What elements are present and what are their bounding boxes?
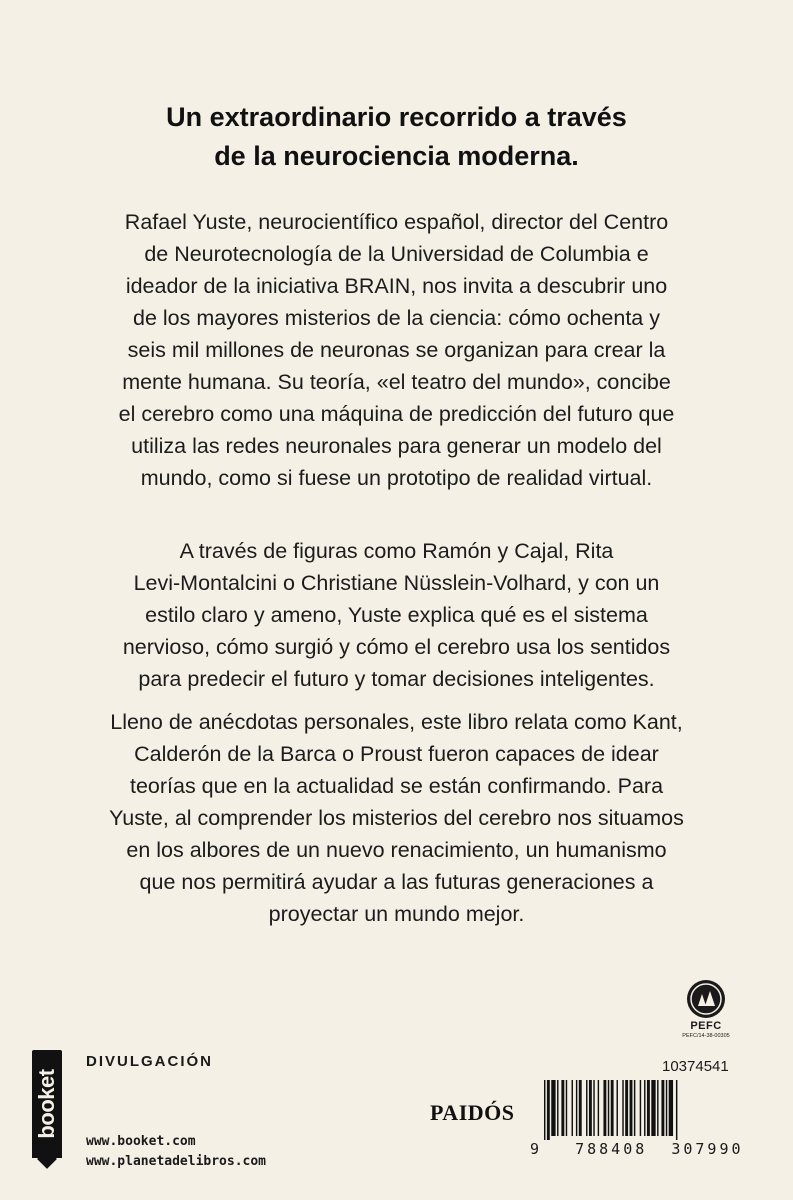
barcode-bar — [622, 1080, 623, 1136]
pefc-code: PEFC/14-38-00305 — [682, 1033, 730, 1039]
isbn-digits — [530, 1140, 744, 1158]
barcode-bar — [547, 1080, 550, 1140]
text-line: mente humana. Su teoría, «el teatro del mundo», concibe — [122, 370, 671, 394]
barcode-bar — [651, 1080, 655, 1136]
barcode-bar — [608, 1080, 609, 1136]
barcode-bar — [640, 1080, 641, 1136]
text-line: mundo, como si fuese un prototipo de realidad virtual. — [140, 466, 653, 490]
barcode-bar — [630, 1080, 633, 1136]
text-line: Yuste, al comprender los misterios del cerebro nos situamos — [109, 806, 684, 830]
headline-line: de la neurociencia moderna. — [214, 141, 579, 171]
pefc-tree-icon — [687, 980, 725, 1018]
barcode-bar — [666, 1080, 667, 1136]
isbn-group-1: 788408 — [575, 1140, 648, 1158]
text-line: de los mayores misterios de la ciencia: cómo ochenta y — [133, 306, 660, 330]
text-line: nervioso, cómo surgió y cómo el cerebro usa los sentidos — [122, 635, 671, 659]
imprint-urls — [86, 1132, 266, 1172]
headline-line: Un extraordinario recorrido a través — [166, 102, 627, 132]
genre-label: DIVULGACIÓN — [86, 1053, 213, 1070]
barcode-bar — [544, 1080, 545, 1140]
barcode-bar — [657, 1080, 658, 1136]
barcode-bar — [566, 1080, 567, 1136]
isbn-first-digit: 9 — [530, 1140, 540, 1158]
text-line: Rafael Yuste, neurocientífico español, director del Centro — [124, 210, 669, 234]
barcode-bar — [572, 1080, 573, 1136]
pefc-certification — [676, 980, 736, 1039]
barcode-bar — [598, 1080, 599, 1136]
text-line: A través de figuras como Ramón y Cajal, Rita — [179, 539, 614, 563]
barcode-bar — [603, 1080, 606, 1136]
barcode-bar — [589, 1080, 592, 1136]
text-line: en los albores de un nuevo renacimiento, un humanismo — [126, 838, 667, 862]
barcode-bar — [676, 1080, 677, 1140]
text-line: que nos permitirá ayudar a las futuras generaciones a — [139, 870, 654, 894]
text-line: para predecir el futuro y tomar decisiones inteligentes. — [138, 667, 655, 691]
back-cover-headline — [0, 98, 793, 176]
barcode-bar — [576, 1080, 577, 1136]
synopsis-paragraph-1 — [0, 206, 793, 494]
pefc-label: PEFC — [690, 1020, 722, 1032]
isbn-group-2: 307990 — [671, 1140, 744, 1158]
barcode-bar — [557, 1080, 558, 1136]
booket-logo-text: booket — [34, 1069, 59, 1139]
text-line: Lleno de anécdotas personales, este libro relata como Kant, — [110, 710, 683, 734]
barcode-bar — [551, 1080, 555, 1136]
barcode-bar — [644, 1080, 645, 1136]
text-line: seis mil millones de neuronas se organizan para crear la — [127, 338, 666, 362]
barcode-bar — [579, 1080, 582, 1136]
barcode-bar — [634, 1080, 635, 1136]
url-booket: www.booket.com — [86, 1134, 196, 1149]
text-line: proyectar un mundo mejor. — [268, 902, 525, 926]
barcode-bar — [647, 1080, 650, 1136]
barcode-bar — [625, 1080, 628, 1136]
text-line: teorías que en la actualidad se están confirmando. Para — [129, 774, 664, 798]
isbn-barcode — [530, 1080, 730, 1140]
url-planetadelibros: www.planetadelibros.com — [86, 1154, 267, 1169]
text-line: el cerebro como una máquina de predicción del futuro que — [118, 402, 675, 426]
barcode-bar — [617, 1080, 618, 1136]
barcode-bar — [586, 1080, 587, 1136]
synopsis-paragraph-3 — [0, 706, 793, 930]
text-line: ideador de la iniciativa BRAIN, nos invita a descubrir uno — [125, 274, 668, 298]
text-line: utiliza las redes neuronales para generar un modelo del — [131, 434, 662, 458]
text-line: de Neurotecnología de la Universidad de Columbia e — [144, 242, 649, 266]
text-line: Levi-Montalcini o Christiane Nüsslein-Volhard, y con un — [133, 571, 660, 595]
barcode-bar — [611, 1080, 614, 1136]
barcode-bar — [661, 1080, 664, 1136]
barcode-bar — [561, 1080, 564, 1136]
booket-logo — [32, 1050, 62, 1158]
barcode-bars — [530, 1080, 730, 1140]
text-line: estilo claro y ameno, Yuste explica qué es el sistema — [145, 603, 648, 627]
synopsis-paragraph-2 — [0, 535, 793, 695]
text-line: Calderón de la Barca o Proust fueron capaces de idear — [134, 742, 659, 766]
barcode-bar — [669, 1080, 673, 1136]
publisher-logo: PAIDÓS — [430, 1100, 515, 1125]
barcode-bar — [593, 1080, 594, 1136]
barcode-top-code: 10374541 — [662, 1058, 729, 1075]
